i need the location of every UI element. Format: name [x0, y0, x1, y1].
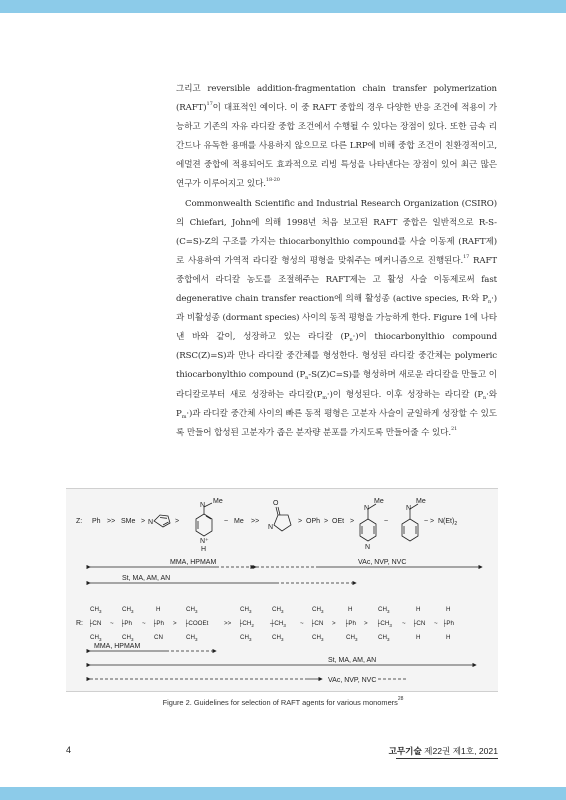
- citation: 28: [397, 696, 404, 702]
- gt: >: [175, 518, 180, 525]
- ch3: $CH_3$: [240, 606, 252, 614]
- r-cn: ├CN: [310, 620, 324, 627]
- citation: 17: [206, 101, 213, 108]
- ch3: $CH_3$: [186, 634, 198, 642]
- svg-text:MMA, HPMAM: MMA, HPMAM: [170, 559, 217, 566]
- z-me: Me: [234, 518, 244, 525]
- r-row-label: R:: [76, 620, 83, 627]
- r-groups: [88, 606, 455, 642]
- ch3: $CH_3$: [240, 634, 252, 642]
- r-ph: ├Ph: [442, 620, 454, 627]
- pyrrolidone-n: N: [268, 524, 274, 531]
- tilde: ~: [424, 518, 429, 525]
- z-oph: OPh: [306, 518, 321, 525]
- citation: 18-20: [265, 177, 280, 184]
- r-range-vac: [90, 677, 406, 684]
- pyridine-ring-n: N: [365, 544, 371, 551]
- ch3: $┼CH_3$: [270, 620, 286, 628]
- gtgt: >>: [224, 620, 232, 627]
- pyridinium-me: Me: [213, 498, 223, 505]
- tilde: ~: [402, 620, 406, 627]
- tilde: ~: [434, 620, 438, 627]
- z-range-vac: [256, 559, 482, 567]
- gt: >: [350, 518, 355, 525]
- r-h: H: [416, 606, 421, 613]
- svg-text:St, MA, AM, AN: St, MA, AM, AN: [328, 657, 377, 664]
- citation: 17: [463, 253, 470, 260]
- gt: >: [364, 620, 368, 627]
- page-number: 4: [66, 745, 72, 755]
- tilde: ~: [142, 620, 146, 627]
- pyridinium-h: H: [201, 546, 207, 553]
- ch3: $CH_3$: [90, 606, 102, 614]
- phenyl-amine-n: N: [406, 505, 412, 512]
- r-h: H: [416, 634, 421, 641]
- figure-raft-guidelines: [66, 488, 498, 692]
- svg-text:MMA, HPMAM: MMA, HPMAM: [94, 643, 141, 650]
- ch3: $CH_3$: [122, 606, 134, 614]
- ch3: $CH_3$: [312, 634, 324, 642]
- z-range-mma: [90, 559, 254, 567]
- figure-caption: Figure 2. Guidelines for selection of RAFT agents for various monomers$^{28}$: [162, 696, 404, 707]
- r-range-st: [90, 657, 476, 665]
- gt: >: [173, 620, 177, 627]
- r-h: H: [446, 606, 451, 613]
- paragraph-2: Commonwealth Scientific and Industrial Research Organization (CSIRO)의 Chiefari, John에 의해 1998년 처음 보고된 RAFT 중합은 일반적으로 R-S-(C=S)-Z의 구조를 가지는 thiocarbonylthio compound를 사슬 이동제 (RAFT제)로 사용하여 가역적 라디칼 형성의 평형을 맞춰주는 메커니즘으로 진행된다.$^{17}$ RAFT 중합에서 라디칼 농도를 조절해주는 RAFT제는 고 활성 사슬 이동제로써 fast degenerative chain transfer reaction에 의해 활성종 (active species, R·와 $P_n\cdot$)과 비활성종 (dormant species) 사이의 동적 평형을 가능하게 한다. Figure 1에 나타낸 바와 같이, 성장하고 있는 라디칼 $(P_n\cdot)$이 thiocarbonylthio compound (RSC(Z)=S)과 만나 라디칼 중간체를 형성한다. 형성된 라디칼 중간체는 polymeric thiocarbonylthio compound $(P_n-S(Z)C=S)$를 형성하며 새로운 라디칼을 만들고 이 라디칼로부터 새로 성장하는 라디칼$(P_m\cdot)$이 형성된다. 이후 성장하는 라디칼 ($P_n\cdot$와 $P_m\cdot$)과 라디칼 중간체 사이의 빠른 동적 평형은 고분자 사슬이 균일하게 성장할 수 있도록 만들어 합성된 고분자가 좁은 분자량 분포를 가지도록 만들어줄 수 있다.$^{21}$: [176, 198, 498, 438]
- ch3: $CH_3$: [122, 634, 134, 642]
- article-body: [176, 80, 497, 443]
- journal-info: 고무기술 제22권 제1호, 2021: [388, 746, 498, 756]
- r-range-mma: [90, 643, 216, 651]
- ch3: $CH_3$: [378, 606, 390, 614]
- z-sme: SMe: [121, 518, 136, 525]
- gt: >: [430, 518, 435, 525]
- tilde: ~: [224, 518, 229, 525]
- tilde: ~: [110, 620, 114, 627]
- r-ph: ├Ph: [344, 620, 356, 627]
- r-h: H: [446, 634, 451, 641]
- gt: >: [141, 518, 146, 525]
- r-h: H: [348, 606, 353, 613]
- ch3: $CH_3$: [346, 634, 358, 642]
- svg-text:St, MA, AM, AN: St, MA, AM, AN: [122, 575, 171, 582]
- gt: >: [332, 620, 336, 627]
- tilde: ~: [384, 518, 389, 525]
- ch3: $CH_3$: [272, 634, 284, 642]
- gtgt: >>: [107, 518, 116, 525]
- z-row-label: Z:: [76, 518, 83, 525]
- ch3: $├CH_3$: [376, 620, 392, 628]
- r-ph: ├Ph: [152, 620, 164, 627]
- gt: >: [324, 518, 329, 525]
- r-cooet: ├COOEt: [184, 620, 209, 627]
- pyrrolidone-o: O: [273, 500, 279, 507]
- z-range-st: [90, 575, 356, 583]
- tilde: ~: [300, 620, 304, 627]
- r-cn: CN: [154, 634, 163, 641]
- r-cn: ├CN: [412, 620, 426, 627]
- gt: >: [298, 518, 303, 525]
- paragraph-1: 그리고 reversible addition-fragmentation chain transfer polymerization (RAFT)$^{17}$이 대표적인 예이다. 이 중 RAFT 중합의 경우 다양한 반응 조건에 적용이 가능하고 기존의 자유 라디칼 중합 조건에서 수행될 수 있다는 장점이 있다. 또한 금속 리간드나 유독한 용매를 사용하지 않으므로 다른 LRP에 비해 중합 조건이 친환경적이고, 에멀젼 중합에 적용되어도 효과적으로 리빙 특성을 나타낸다는 장점이 있어 최근 많은 연구가 이루어지고 있다.$^{18-20}$: [176, 84, 497, 190]
- pyridyl-amine-me: Me: [374, 498, 384, 505]
- svg-text:VAc, NVP, NVC: VAc, NVP, NVC: [358, 559, 407, 566]
- footer-rule: [396, 758, 498, 759]
- ch3: $CH_3$: [312, 606, 324, 614]
- z-oet: OEt: [332, 518, 345, 525]
- z-net2: $N(Et)_2$: [438, 518, 458, 527]
- ch3: $CH_3$: [272, 606, 284, 614]
- gtgt: >>: [251, 518, 260, 525]
- pyrrole-n: N: [148, 519, 154, 526]
- citation: 21: [451, 425, 458, 432]
- ch3: $CH_3$: [186, 606, 198, 614]
- ch3: $CH_3$: [378, 634, 390, 642]
- pyridinium-n-top: N: [200, 502, 206, 509]
- svg-text:VAc, NVP, NVC: VAc, NVP, NVC: [328, 677, 377, 684]
- r-ph: ├Ph: [120, 620, 132, 627]
- ch3: $CH_3$: [90, 634, 102, 642]
- pyridinium-n-plus: N⁺: [200, 538, 209, 545]
- top-color-bar: [0, 0, 566, 13]
- pyrrolidone-structure: [274, 507, 291, 531]
- z-ph: Ph: [92, 518, 101, 525]
- r-ch2: $├CH_2$: [238, 620, 254, 628]
- pyrrole-structure: [154, 515, 170, 527]
- r-cn: ├CN: [88, 620, 102, 627]
- raft-agent-diagram: [66, 489, 498, 693]
- r-h: H: [156, 606, 161, 613]
- pyridyl-amine-n: N: [364, 505, 370, 512]
- phenyl-amine-me: Me: [416, 498, 426, 505]
- bottom-color-bar: [0, 787, 566, 800]
